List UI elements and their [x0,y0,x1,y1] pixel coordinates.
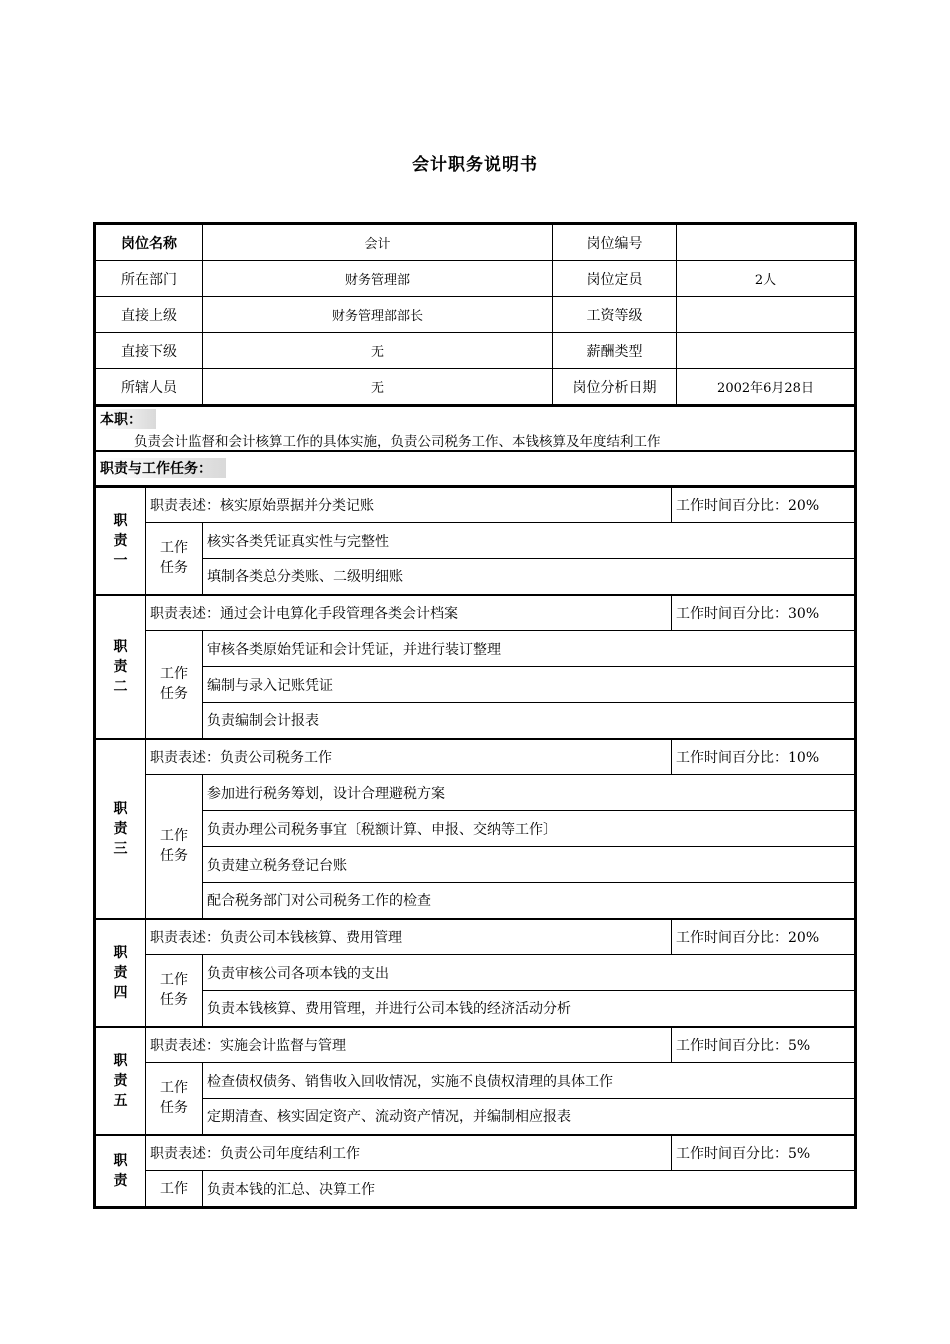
duty-task: 负责编制会计报表 [203,703,855,739]
duty-task: 填制各类总分类账、二级明细账 [203,559,855,595]
duty-time-percentage: 工作时间百分比：5% [672,1027,855,1063]
task-label: 工作 [146,1171,203,1207]
header-label: 岗位分析日期 [553,369,677,405]
duty-task-row [96,847,855,883]
duty-task: 负责本钱核算、费用管理，并进行公司本钱的经济活动分析 [203,991,855,1027]
duty-description: 职责表述：负责公司年度结利工作 [146,1135,672,1171]
page-title: 会计职务说明书 [412,155,538,175]
header-value [677,225,855,261]
header-value: 财务管理部部长 [203,297,553,333]
benzhi-text: 负责会计监督和会计核算工作的具体实施，负责公司税务工作、本钱核算及年度结利工作 [134,434,661,450]
job-description-sheet [93,222,857,1209]
duty-description: 职责表述：核实原始票据并分类记账 [146,487,672,523]
duties-table [95,486,855,1208]
task-label: 工作 任务 [146,631,203,739]
duty-name: 职 责 二 [96,595,146,739]
header-value: 2人 [677,261,855,297]
duty-task: 定期清查、核实固定资产、流动资产情况，并编制相应报表 [203,1099,855,1135]
benzhi-label: 本职： [100,409,156,429]
duty-task: 负责本钱的汇总、决算工作 [203,1171,855,1207]
duty-task-row [96,703,855,739]
duty-task-row [96,955,855,991]
duty-task-row [96,1063,855,1099]
header-label: 薪酬类型 [553,333,677,369]
task-label: 工作 任务 [146,955,203,1027]
duty-task: 负责审核公司各项本钱的支出 [203,955,855,991]
duty-time-percentage: 工作时间百分比：30% [672,595,855,631]
task-label: 工作 任务 [146,1063,203,1135]
duty-task-row [96,811,855,847]
duty-name: 职 责 一 [96,487,146,595]
header-value: 无 [203,369,553,405]
duty-name: 职 责 五 [96,1027,146,1135]
duty-task: 负责办理公司税务事宜〔税额计算、申报、交纳等工作〕 [203,811,855,847]
duty-name: 职 责 四 [96,919,146,1027]
duty-task-row [96,667,855,703]
header-label: 岗位定员 [553,261,677,297]
duty-task-row [96,631,855,667]
duty-task-row [96,1099,855,1135]
duty-description: 职责表述：实施会计监督与管理 [146,1027,672,1063]
duty-time-percentage: 工作时间百分比：20% [672,919,855,955]
header-row [96,297,855,333]
header-label: 直接下级 [96,333,203,369]
zhize-label: 职责与工作任务： [100,458,226,478]
duty-task-row [96,1171,855,1207]
header-label: 岗位名称 [96,225,203,261]
duty-desc-row [96,1027,855,1063]
header-value [677,333,855,369]
duty-name: 职 责 [96,1135,146,1207]
duty-desc-row [96,739,855,775]
header-value: 2002年6月28日 [677,369,855,405]
header-value: 会计 [203,225,553,261]
header-row [96,261,855,297]
duty-task: 核实各类凭证真实性与完整性 [203,523,855,559]
header-label: 所在部门 [96,261,203,297]
duty-task: 参加进行税务筹划，设计合理避税方案 [203,775,855,811]
duty-task: 编制与录入记账凭证 [203,667,855,703]
duty-desc-row [96,1135,855,1171]
duty-desc-row [96,487,855,523]
duty-task: 检查债权债务、销售收入回收情况，实施不良债权清理的具体工作 [203,1063,855,1099]
header-label: 工资等级 [553,297,677,333]
duty-desc-row [96,919,855,955]
duty-description: 职责表述：负责公司税务工作 [146,739,672,775]
header-row [96,225,855,261]
header-value: 无 [203,333,553,369]
duty-task: 配合税务部门对公司税务工作的检查 [203,883,855,919]
duty-description: 职责表述：通过会计电算化手段管理各类会计档案 [146,595,672,631]
benzhi-table [95,405,855,486]
duty-task-row [96,523,855,559]
task-label: 工作 任务 [146,775,203,919]
duty-time-percentage: 工作时间百分比：10% [672,739,855,775]
duty-desc-row [96,595,855,631]
duty-task-row [96,775,855,811]
duty-description: 职责表述：负责公司本钱核算、费用管理 [146,919,672,955]
header-table [95,224,855,405]
header-label: 岗位编号 [553,225,677,261]
header-value: 财务管理部 [203,261,553,297]
duty-task: 负责建立税务登记台账 [203,847,855,883]
header-row [96,369,855,405]
duty-time-percentage: 工作时间百分比：5% [672,1135,855,1171]
duty-task: 审核各类原始凭证和会计凭证，并进行装订整理 [203,631,855,667]
header-row [96,333,855,369]
duty-task-row [96,883,855,919]
duty-task-row [96,559,855,595]
header-label: 直接上级 [96,297,203,333]
duty-name: 职 责 三 [96,739,146,919]
header-value [677,297,855,333]
header-label: 所辖人员 [96,369,203,405]
task-label: 工作 任务 [146,523,203,595]
duty-task-row [96,991,855,1027]
duty-time-percentage: 工作时间百分比：20% [672,487,855,523]
